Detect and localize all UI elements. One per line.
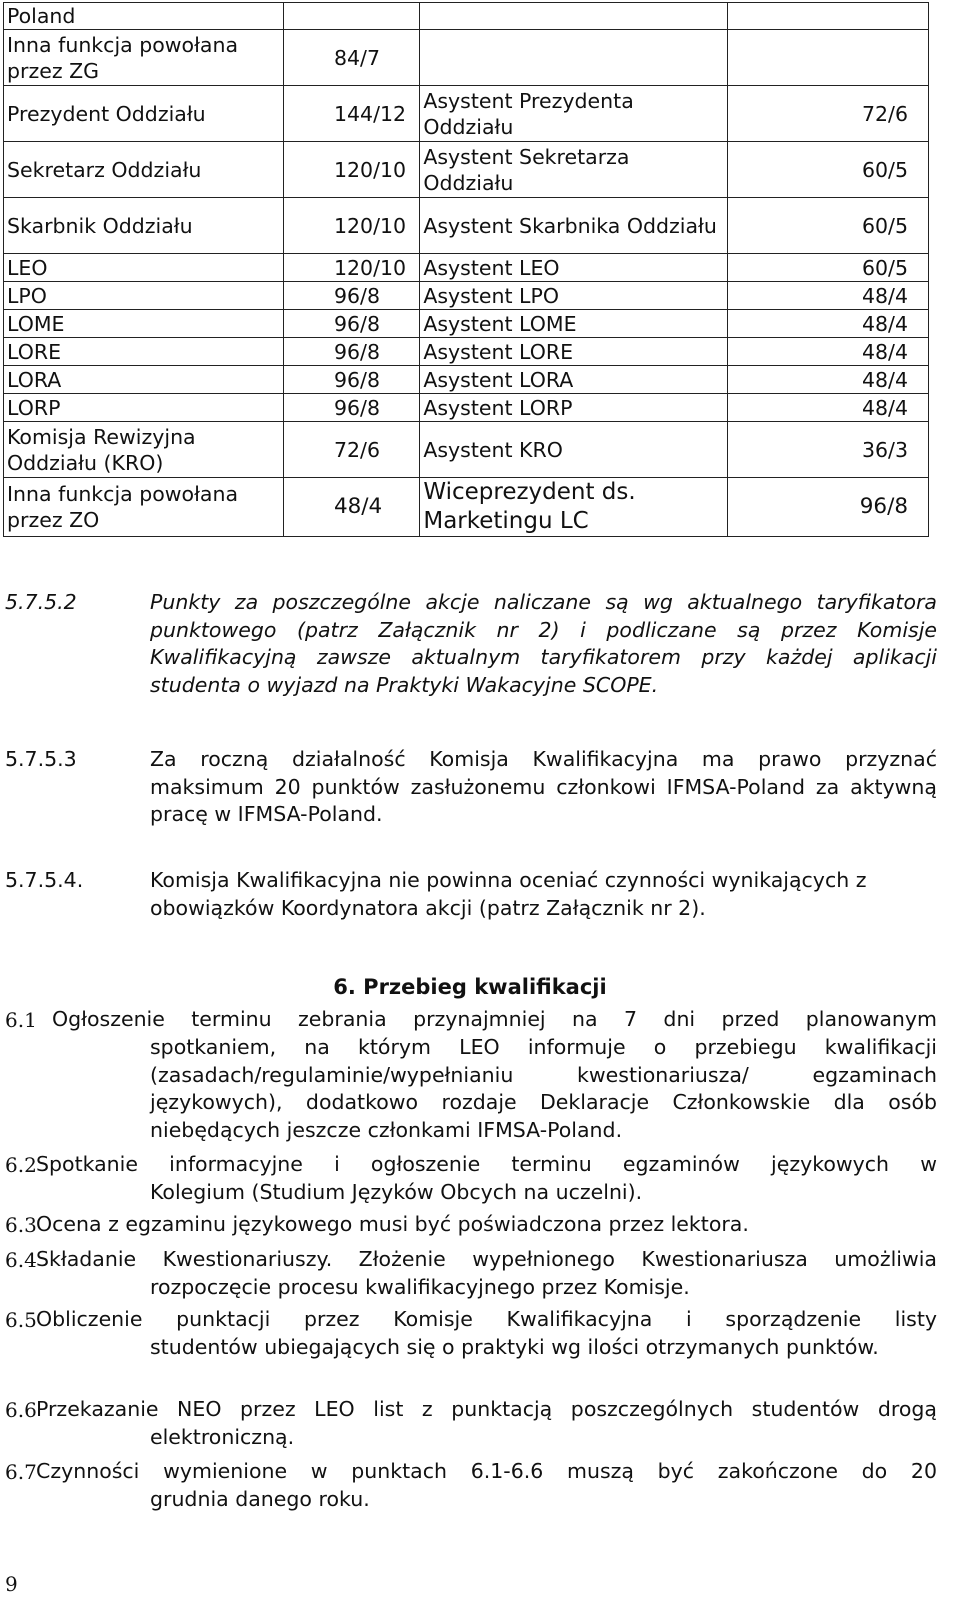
item-number: 6.7 bbox=[5, 1460, 37, 1484]
assistant-role-cell: Asystent LEO bbox=[420, 254, 728, 282]
item-number: 6.6 bbox=[5, 1398, 37, 1422]
assistant-points-cell: 60/5 bbox=[727, 198, 928, 254]
assistant-role-cell: Asystent LORP bbox=[420, 394, 728, 422]
item-continuation: Kolegium (Studium Języków Obcych na uczelni). bbox=[150, 1180, 643, 1204]
role-cell: LORA bbox=[4, 366, 284, 394]
item-first-line: Spotkanie informacyjne i ogłoszenie terminu egzaminów językowych w bbox=[36, 1152, 937, 1176]
item-number: 6.2 bbox=[5, 1153, 37, 1177]
assistant-points-cell: 36/3 bbox=[727, 422, 928, 478]
points-cell: 84/7 bbox=[283, 30, 419, 86]
assistant-points-cell: 96/8 bbox=[727, 478, 928, 537]
assistant-role-cell: Wiceprezydent ds. Marketingu LC bbox=[420, 478, 728, 537]
role-cell: Sekretarz Oddziału bbox=[4, 142, 284, 198]
assistant-points-cell: 60/5 bbox=[727, 142, 928, 198]
role-cell: Komisja Rewizyjna Oddziału (KRO) bbox=[4, 422, 284, 478]
clause-number-5753: 5.7.5.3 bbox=[5, 747, 77, 771]
clause-text-5753: Za roczną działalność Komisja Kwalifikacyjna ma prawo przyznać maksimum 20 punktów zasłużonemu członkowi IFMSA-Poland za aktywną pracę w IFMSA-Poland. bbox=[150, 747, 937, 826]
clause-text-5752: Punkty za poszczególne akcje naliczane są wg aktualnego taryfikatora punktowego (patrz Załącznik nr 2) i podliczane są przez Komisje Kwalifikacyjną zawsze aktualnym taryfikatorem przy każdej aplikacji studenta o wyjazd na Praktyki Wakacyjne SCOPE. bbox=[150, 590, 937, 697]
table-row bbox=[4, 338, 929, 366]
table-row bbox=[4, 282, 929, 310]
section-heading: 6. Przebieg kwalifikacji bbox=[333, 975, 607, 999]
item-first-line: Czynności wymienione w punktach 6.1-6.6 muszą być zakończone do 20 bbox=[36, 1459, 937, 1483]
page-number: 9 bbox=[5, 1572, 18, 1596]
table-row bbox=[4, 254, 929, 282]
assistant-points-cell bbox=[727, 3, 928, 30]
item-first-line: Ocena z egzaminu językowego musi być poświadczona przez lektora. bbox=[36, 1212, 749, 1236]
role-cell: Inna funkcja powołana przez ZG bbox=[4, 30, 284, 86]
assistant-role-cell: Asystent Skarbnika Oddziału bbox=[420, 198, 728, 254]
assistant-role-cell: Asystent LOME bbox=[420, 310, 728, 338]
role-cell: LPO bbox=[4, 282, 284, 310]
item-number: 6.3 bbox=[5, 1213, 37, 1237]
points-cell: 120/10 bbox=[283, 254, 419, 282]
item-continuation: studentów ubiegających się o praktyki wg ilości otrzymanych punktów. bbox=[150, 1335, 879, 1359]
assistant-role-cell: Asystent KRO bbox=[420, 422, 728, 478]
points-table bbox=[3, 2, 929, 537]
points-cell: 48/4 bbox=[283, 478, 419, 537]
role-cell: Prezydent Oddziału bbox=[4, 86, 284, 142]
clause-number-5752: 5.7.5.2 bbox=[5, 590, 77, 614]
assistant-points-cell: 48/4 bbox=[727, 366, 928, 394]
role-cell: LOME bbox=[4, 310, 284, 338]
item-number: 6.1 bbox=[5, 1008, 37, 1032]
item-first-line: Przekazanie NEO przez LEO list z punktacją poszczególnych studentów drogą bbox=[36, 1397, 937, 1421]
assistant-role-cell bbox=[420, 3, 728, 30]
table-row bbox=[4, 310, 929, 338]
item-number: 6.4 bbox=[5, 1248, 37, 1272]
assistant-role-cell bbox=[420, 30, 728, 86]
assistant-role-cell: Asystent LORE bbox=[420, 338, 728, 366]
points-cell bbox=[283, 3, 419, 30]
table-row bbox=[4, 422, 929, 478]
points-cell: 96/8 bbox=[283, 338, 419, 366]
role-cell: LEO bbox=[4, 254, 284, 282]
assistant-points-cell: 48/4 bbox=[727, 310, 928, 338]
assistant-role-cell: Asystent Sekretarza Oddziału bbox=[420, 142, 728, 198]
table-row bbox=[4, 198, 929, 254]
clause-text-5754: Komisja Kwalifikacyjna nie powinna oceniać czynności wynikających z obowiązków Koordynatora akcji (patrz Załącznik nr 2). bbox=[150, 868, 867, 920]
item-continuation: elektroniczną. bbox=[150, 1425, 295, 1449]
points-cell: 144/12 bbox=[283, 86, 419, 142]
item-first-line: Obliczenie punktacji przez Komisje Kwalifikacyjna i sporządzenie listy bbox=[36, 1307, 937, 1331]
assistant-role-cell: Asystent LORA bbox=[420, 366, 728, 394]
item-continuation: grudnia danego roku. bbox=[150, 1487, 370, 1511]
table-row bbox=[4, 366, 929, 394]
role-cell: Inna funkcja powołana przez ZO bbox=[4, 478, 284, 537]
item-number: 6.5 bbox=[5, 1308, 37, 1332]
assistant-points-cell: 48/4 bbox=[727, 394, 928, 422]
role-cell: Skarbnik Oddziału bbox=[4, 198, 284, 254]
points-cell: 96/8 bbox=[283, 310, 419, 338]
assistant-points-cell bbox=[727, 30, 928, 86]
item-continuation: rozpoczęcie procesu kwalifikacyjnego przez Komisje. bbox=[150, 1275, 690, 1299]
points-cell: 96/8 bbox=[283, 282, 419, 310]
assistant-points-cell: 60/5 bbox=[727, 254, 928, 282]
points-cell: 96/8 bbox=[283, 366, 419, 394]
points-cell: 120/10 bbox=[283, 198, 419, 254]
table-row bbox=[4, 394, 929, 422]
assistant-points-cell: 72/6 bbox=[727, 86, 928, 142]
table-row bbox=[4, 142, 929, 198]
points-cell: 72/6 bbox=[283, 422, 419, 478]
table-row bbox=[4, 86, 929, 142]
assistant-points-cell: 48/4 bbox=[727, 338, 928, 366]
points-cell: 96/8 bbox=[283, 394, 419, 422]
table-row bbox=[4, 30, 929, 86]
clause-number-5754: 5.7.5.4. bbox=[5, 868, 84, 892]
role-cell: LORP bbox=[4, 394, 284, 422]
table-row bbox=[4, 478, 929, 537]
points-cell: 120/10 bbox=[283, 142, 419, 198]
table-row bbox=[4, 3, 929, 30]
assistant-role-cell: Asystent LPO bbox=[420, 282, 728, 310]
item-continuation: spotkaniem, na którym LEO informuje o przebiegu kwalifikacji (zasadach/regulaminie/wypełnianiu kwestionariusza/ egzaminach językowych), dodatkowo rozdaje Deklaracje Członkowskie dla osób niebędących jeszcze członkami IFMSA-Poland. bbox=[150, 1035, 937, 1142]
assistant-role-cell: Asystent Prezydenta Oddziału bbox=[420, 86, 728, 142]
item-first-line: Ogłoszenie terminu zebrania przynajmniej na 7 dni przed planowanym bbox=[52, 1007, 937, 1031]
assistant-points-cell: 48/4 bbox=[727, 282, 928, 310]
role-cell: LORE bbox=[4, 338, 284, 366]
item-first-line: Składanie Kwestionariuszy. Złożenie wypełnionego Kwestionariusza umożliwia bbox=[36, 1247, 937, 1271]
role-cell: Poland bbox=[4, 3, 284, 30]
